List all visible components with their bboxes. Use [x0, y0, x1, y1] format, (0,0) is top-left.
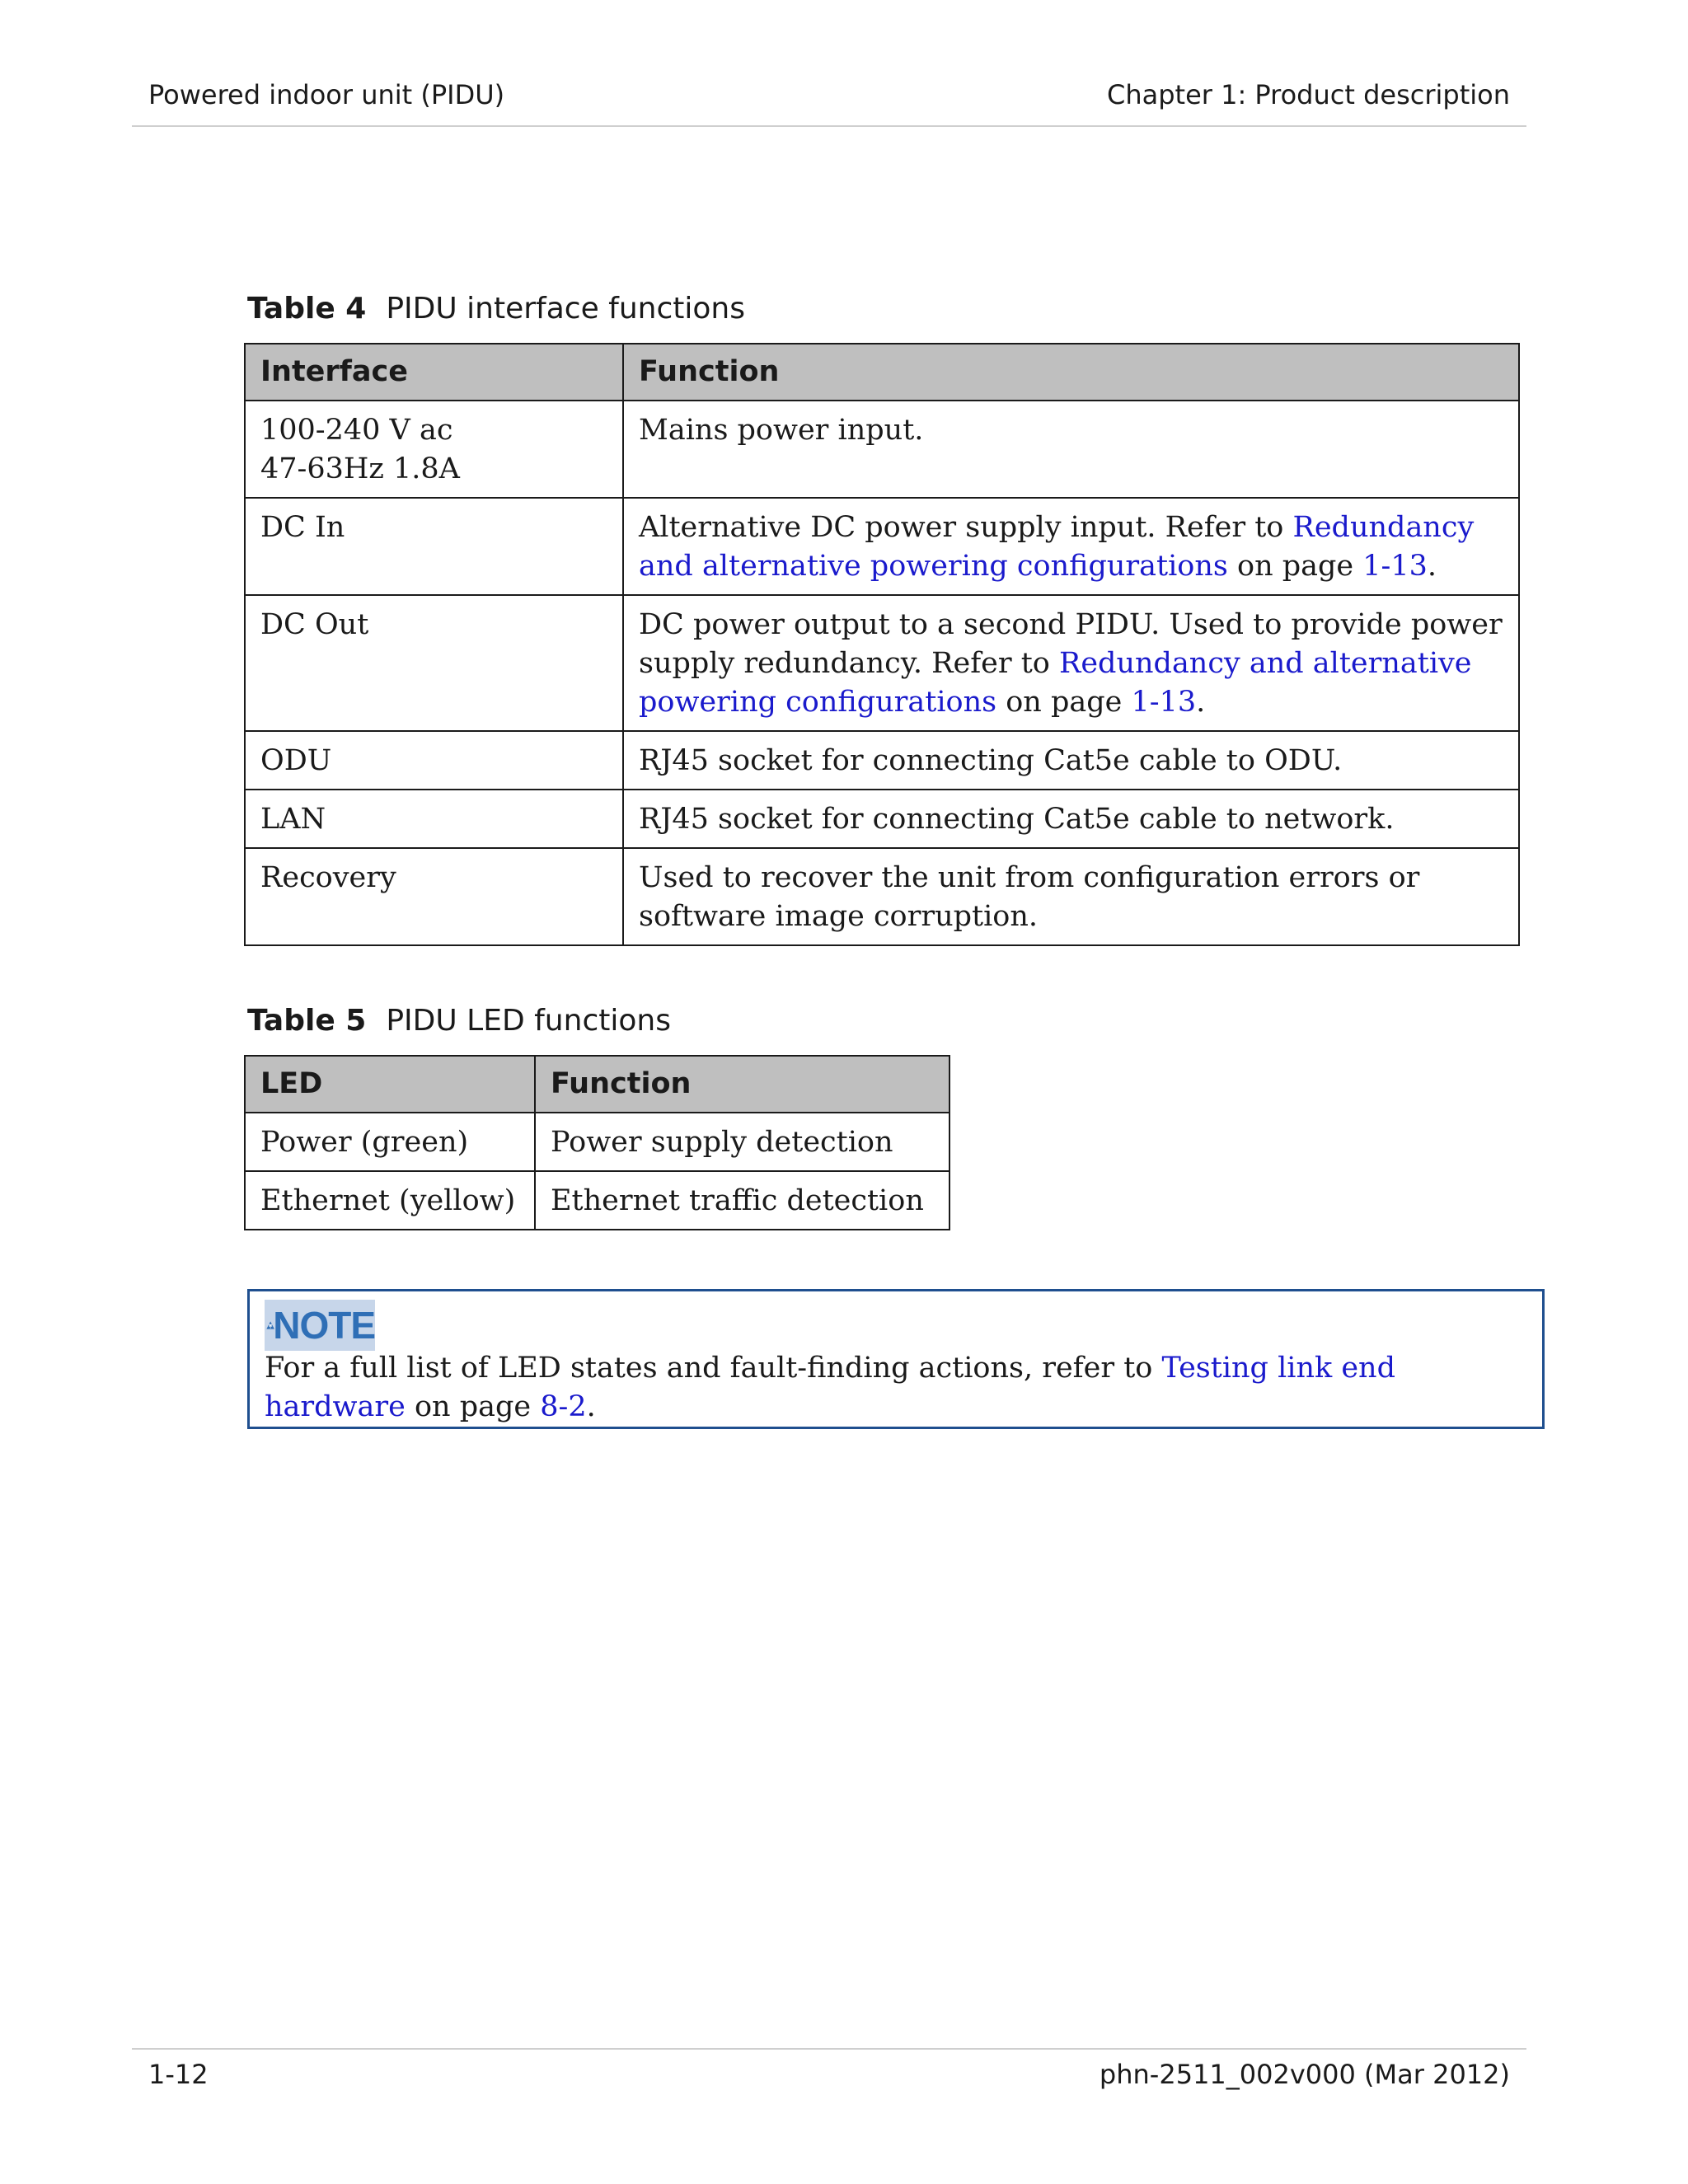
function-text: Alternative DC power supply input. Refer to: [639, 511, 1293, 544]
running-header-section: Powered indoor unit (PIDU): [148, 79, 505, 110]
function-cell: [623, 498, 1519, 595]
function-text: .: [1427, 550, 1437, 583]
function-text: on page: [1227, 550, 1363, 583]
function-text: DC power output to a second PIDU. Used to provide power supply redundancy. Refer to: [639, 608, 1503, 680]
table-row: [245, 595, 1519, 731]
table-row: [245, 731, 1519, 790]
table-row: [245, 498, 1519, 595]
note-page-reference-link[interactable]: 8-2: [540, 1390, 587, 1423]
document-id: phn-2511_002v000 (Mar 2012): [1099, 2059, 1510, 2090]
function-cell: Power supply detection: [535, 1113, 950, 1171]
function-text: on page: [996, 686, 1132, 719]
column-header-led: LED: [245, 1056, 535, 1113]
page-reference-link[interactable]: 1-13: [1131, 686, 1197, 719]
pidu-interface-table: [244, 343, 1520, 946]
led-cell: Power (green): [245, 1113, 535, 1171]
table-row: [245, 1171, 950, 1230]
led-cell: Ethernet (yellow): [245, 1171, 535, 1230]
note-label: NOTE: [273, 1304, 375, 1347]
function-cell: RJ45 socket for connecting Cat5e cable to ODU.: [623, 731, 1519, 790]
interface-cell: LAN: [245, 790, 623, 848]
table4-caption-title: PIDU interface functions: [386, 292, 745, 326]
table4-caption: [247, 292, 745, 326]
table-row: [245, 848, 1519, 945]
table4-caption-label: Table 4: [247, 292, 367, 326]
pidu-led-table: [244, 1055, 950, 1230]
table-header-row: [245, 344, 1519, 401]
function-cell: Mains power input.: [623, 401, 1519, 498]
page-number: 1-12: [148, 2059, 209, 2090]
column-header-function: Function: [535, 1056, 950, 1113]
table-row: [245, 790, 1519, 848]
function-cell: [623, 595, 1519, 731]
table-header-row: [245, 1056, 950, 1113]
function-cell: RJ45 socket for connecting Cat5e cable to network.: [623, 790, 1519, 848]
function-cell: Used to recover the unit from configuration errors or software image corruption.: [623, 848, 1519, 945]
interface-cell: ODU: [245, 731, 623, 790]
interface-line: 100-240 V ac: [260, 414, 453, 447]
note-box: [247, 1289, 1545, 1429]
note-badge: [265, 1300, 375, 1351]
interface-cell: DC In: [245, 498, 623, 595]
header-divider: [132, 125, 1526, 127]
function-cell: Ethernet traffic detection: [535, 1171, 950, 1230]
interface-line: 47-63Hz 1.8A: [260, 452, 460, 485]
footer-divider: [132, 2048, 1526, 2050]
table5-caption-title: PIDU LED functions: [386, 1004, 671, 1038]
page-reference-link[interactable]: 1-13: [1362, 550, 1428, 583]
interface-cell: [245, 401, 623, 498]
interface-cell: Recovery: [245, 848, 623, 945]
column-header-function: Function: [623, 344, 1519, 401]
interface-cell: DC Out: [245, 595, 623, 731]
running-header-chapter: Chapter 1: Product description: [1106, 79, 1510, 110]
table5-caption-label: Table 5: [247, 1004, 367, 1038]
cross-reference-link[interactable]: Redundancy and alternative powering configurations: [639, 647, 1472, 719]
function-text: .: [1196, 686, 1206, 719]
note-text: [265, 1349, 1526, 1427]
column-header-interface: Interface: [245, 344, 623, 401]
note-cross-reference-link[interactable]: Testing link end hardware: [265, 1352, 1396, 1423]
table-row: [245, 1113, 950, 1171]
note-text-part: For a full list of LED states and fault-finding actions, refer to: [265, 1352, 1162, 1385]
note-text-part: on page: [405, 1390, 541, 1423]
note-text-part: .: [586, 1390, 596, 1423]
table-row: [245, 401, 1519, 498]
table5-caption: [247, 1004, 671, 1038]
cross-reference-link[interactable]: Redundancy and alternative powering configurations: [639, 511, 1475, 583]
